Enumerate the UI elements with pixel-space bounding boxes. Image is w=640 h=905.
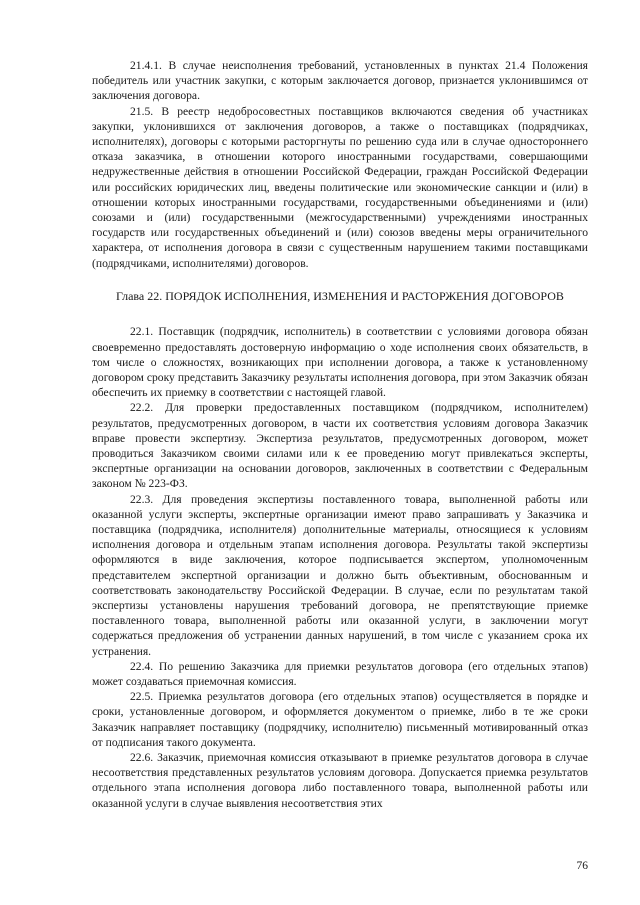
- paragraph-22-2: 22.2. Для проверки предоставленных поставщиком (подрядчиком, исполнителем) результатов, предусмотренных договором, в части их соответствия условиям договора Заказчик вправе провести экспертизу. Экспертиза результатов, предусмотренных договором, может проводиться Заказчиком своими силами или к ее проведению могут привлекаться эксперты, экспертные организации на основании договоров, заключенных в соответствии с Федеральным законом № 223-ФЗ.: [92, 401, 588, 491]
- chapter-title: Глава 22. ПОРЯДОК ИСПОЛНЕНИЯ, ИЗМЕНЕНИЯ И РАСТОРЖЕНИЯ ДОГОВОРОВ: [116, 288, 564, 303]
- section-top: [92, 58, 588, 271]
- paragraph-22-4: 22.4. По решению Заказчика для приемки результатов договора (его отдельных этапов) может создаваться приемочная комиссия.: [92, 659, 588, 689]
- paragraph-22-1: 22.1. Поставщик (подрядчик, исполнитель) в соответствии с условиями договора обязан своевременно предоставлять достоверную информацию о ходе исполнения своих обязательств, в том числе о сложностях, возникающих при исполнении договора, а также к установленному договором сроку представить Заказчику результаты исполнения договора, при этом Заказчик обязан обеспечить их приемку в соответствии с настоящей главой.: [92, 325, 588, 400]
- paragraph-21-5: 21.5. В реестр недобросовестных поставщиков включаются сведения об участниках закупки, уклонившихся от заключения договоров, а также о поставщиках (подрядчиках, исполнителях), договоры с которыми расторгнуты по решению суда или в случае одностороннего отказа заказчика, в отношении которого иностранными государствами, совершающими недружественные действия в отношении Российской Федерации, граждан Российской Федерации или российских юридических лиц, введены политические или экономические санкции и (или) в отношении которых иностранными государствами, государственными объединениями и (или) союзами и (или) государственными (межгосударственными) учреждениями иностранных государств или государственных объединений и (или) союзов введены меры ограничительного характера, от исполнения договора в связи с существенным нарушением такими поставщиками (подрядчиками, исполнителями) договоров.: [92, 104, 588, 270]
- paragraph-22-3: 22.3. Для проведения экспертизы поставленного товара, выполненной работы или оказанной услуги эксперты, экспертные организации имеют право запрашивать у Заказчика и поставщика (подрядчика, исполнителя) дополнительные материалы, относящиеся к условиям исполнения договора и отдельным этапам исполнения договора. Результаты такой экспертизы оформляются в виде заключения, которое подписывается экспертом, уполномоченным представителем экспертной организации и должно быть объективным, обоснованным и соответствовать законодательству Российской Федерации. В случае, если по результатам такой экспертизы установлены нарушения требований договора, не препятствующие приемке поставленного товара, выполненной работы или оказанной услуги, в заключении могут содержаться предложения об устранении данных нарушений, в том числе с указанием срока их устранения.: [92, 492, 588, 658]
- paragraph-21-4-1: 21.4.1. В случае неисполнения требований, установленных в пунктах 21.4 Положения победитель или участник закупки, с которым заключается договор, признается уклонившимся от заключения договора.: [92, 59, 588, 103]
- paragraph-22-6: 22.6. Заказчик, приемочная комиссия отказывают в приемке результатов договора в случае несоответствия представленных результатов условиям договора. Допускается приемка результатов отдельного этапа исполнения договора либо поставленного товара, выполненной работы или оказанной услуги в случае выявления несоответствия этих: [92, 751, 588, 810]
- page-number: 76: [576, 860, 588, 872]
- paragraph-22-5: 22.5. Приемка результатов договора (его отдельных этапов) осуществляется в порядке и сроки, установленные договором, и оформляется документом о приемке, либо в те же сроки Заказчик направляет поставщику (подрядчику, исполнителю) письменный мотивированный отказ от подписания такого документа.: [92, 690, 588, 749]
- section-main: [92, 324, 588, 811]
